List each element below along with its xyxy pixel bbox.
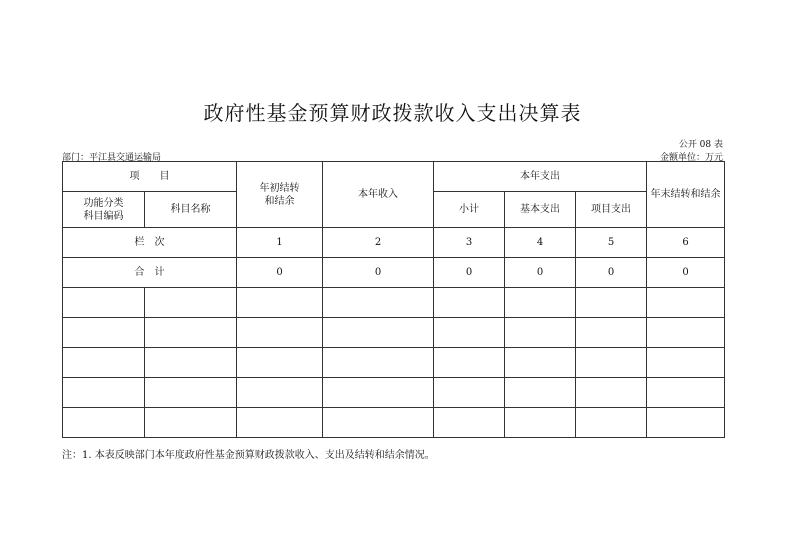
empty-cell (237, 408, 323, 438)
header-subtotal: 小计 (434, 192, 505, 228)
empty-cell (323, 348, 434, 378)
empty-cell (63, 318, 145, 348)
empty-cell (145, 408, 237, 438)
amount-unit-label: 金额单位：万元 (659, 153, 723, 163)
header-income: 本年收入 (323, 162, 434, 228)
empty-cell (647, 348, 725, 378)
empty-cell (576, 408, 647, 438)
empty-cell (323, 318, 434, 348)
empty-cell (237, 348, 323, 378)
column-number: 3 (434, 228, 505, 258)
empty-cell (434, 288, 505, 318)
total-label: 合 计 (63, 258, 237, 288)
empty-cell (434, 348, 505, 378)
empty-cell (145, 288, 237, 318)
empty-cell (647, 378, 725, 408)
column-number-row (63, 228, 725, 258)
empty-cell (576, 318, 647, 348)
empty-cell (647, 408, 725, 438)
empty-cell (63, 378, 145, 408)
column-number: 4 (505, 228, 576, 258)
empty-cell (237, 378, 323, 408)
form-number: 公开 08 表 (678, 140, 723, 150)
empty-cell (576, 378, 647, 408)
empty-cell (576, 348, 647, 378)
empty-cell (323, 408, 434, 438)
header-row-1 (63, 162, 725, 192)
column-number: 6 (647, 228, 725, 258)
empty-cell (145, 378, 237, 408)
empty-cell (647, 318, 725, 348)
empty-cell (647, 288, 725, 318)
empty-cell (434, 318, 505, 348)
column-number: 5 (576, 228, 647, 258)
column-number: 2 (323, 228, 434, 258)
empty-cell (434, 408, 505, 438)
header-begin-balance: 年初结转 和结余 (237, 162, 323, 228)
empty-cell (145, 318, 237, 348)
budget-table (62, 161, 725, 438)
empty-cell (237, 318, 323, 348)
empty-row (63, 318, 725, 348)
empty-row (63, 288, 725, 318)
empty-row (63, 378, 725, 408)
header-expense: 本年支出 (434, 162, 647, 192)
header-item: 项 目 (63, 162, 237, 192)
empty-cell (63, 408, 145, 438)
header-basic: 基本支出 (505, 192, 576, 228)
empty-cell (63, 348, 145, 378)
column-number-label: 栏 次 (63, 228, 237, 258)
total-value: 0 (237, 258, 323, 288)
empty-cell (505, 288, 576, 318)
footnote: 注：1. 本表反映部门本年度政府性基金预算财政拨款收入、支出及结转和结余情况。 (62, 450, 435, 461)
total-value: 0 (323, 258, 434, 288)
header-func-code: 功能分类 科目编码 (63, 192, 145, 228)
total-value: 0 (576, 258, 647, 288)
empty-cell (505, 378, 576, 408)
column-number: 1 (237, 228, 323, 258)
empty-cell (434, 378, 505, 408)
empty-cell (145, 348, 237, 378)
total-value: 0 (434, 258, 505, 288)
total-row (63, 258, 725, 288)
empty-cell (505, 348, 576, 378)
empty-cell (323, 288, 434, 318)
header-project: 项目支出 (576, 192, 647, 228)
total-value: 0 (647, 258, 725, 288)
empty-cell (237, 288, 323, 318)
page-title: 政府性基金预算财政拨款收入支出决算表 (203, 101, 582, 125)
empty-row (63, 348, 725, 378)
empty-cell (505, 318, 576, 348)
total-value: 0 (505, 258, 576, 288)
empty-cell (63, 288, 145, 318)
header-subject-name: 科目名称 (145, 192, 237, 228)
empty-cell (505, 408, 576, 438)
empty-cell (323, 378, 434, 408)
department-label: 部门：平江县交通运输局 (62, 153, 162, 163)
empty-cell (576, 288, 647, 318)
empty-row (63, 408, 725, 438)
header-end-balance: 年末结转和结余 (647, 162, 725, 228)
